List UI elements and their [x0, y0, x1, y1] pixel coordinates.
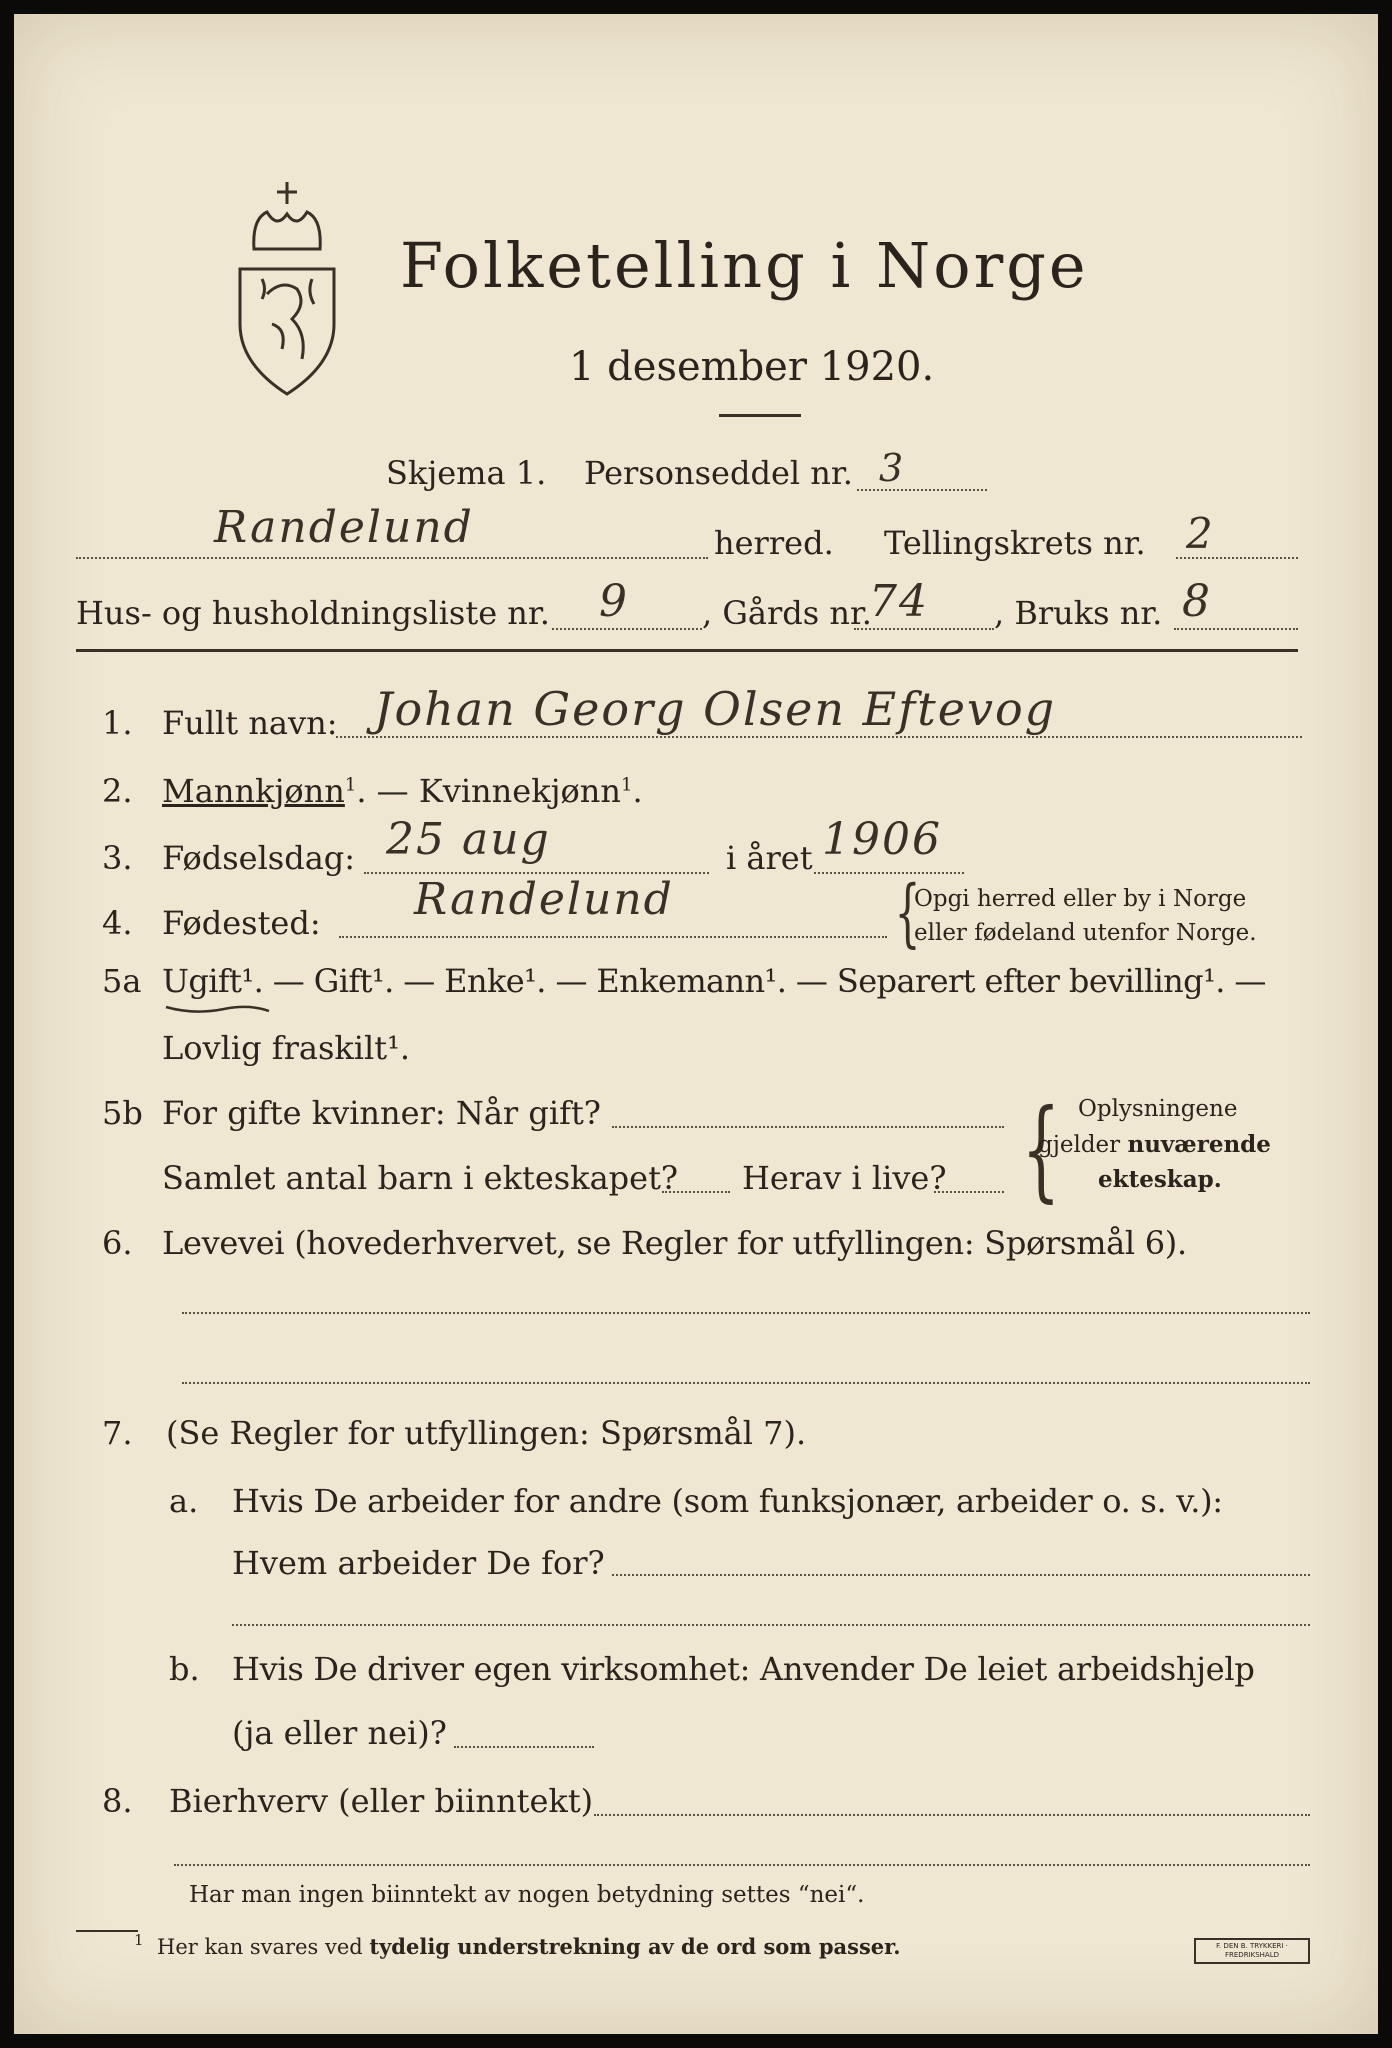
q2-footnote-mark-2: 1	[621, 774, 633, 796]
q5b-note-line2a: gjelder	[1038, 1132, 1128, 1158]
q7b-text: Hvis De driver egen virksomhet: Anvender De leiet arbeidshjelp	[232, 1650, 1255, 1688]
footnote-text-b: tydelig understrekning av de ord som passer.	[369, 1934, 901, 1959]
q7a-letter: a.	[169, 1482, 199, 1520]
q2-end: .	[632, 772, 643, 810]
q7-text: (Se Regler for utfyllingen: Spørsmål 7).	[166, 1414, 807, 1452]
gards-value[interactable]: 74	[869, 576, 929, 627]
q2-options	[162, 772, 643, 810]
q5b-number: 5b	[102, 1094, 143, 1132]
q5b-line1: For gifte kvinner: Når gift?	[162, 1094, 601, 1132]
q2-number: 2.	[102, 772, 133, 810]
q8-number: 8.	[102, 1782, 133, 1820]
q6-text: Levevei (hovederhvervet, se Regler for utfyllingen: Spørsmål 6).	[162, 1224, 1187, 1262]
q2-female-option[interactable]: Kvinnekjønn	[418, 772, 621, 810]
q1-dots	[336, 736, 1302, 738]
q5b-note-line2b: nuværende	[1127, 1131, 1271, 1158]
q6-answer-line-2[interactable]	[182, 1382, 1310, 1384]
q7b-question: (ja eller nei)?	[232, 1714, 447, 1752]
q7a-text: Hvis De arbeider for andre (som funksjonær, arbeider o. s. v.):	[232, 1482, 1223, 1520]
q3-year-label: i året	[726, 839, 813, 877]
q5a-options-line2[interactable]: Lovlig fraskilt¹.	[162, 1029, 411, 1067]
bruks-dots	[1174, 628, 1298, 630]
printer-stamp: F. DEN B. TRYKKERI · FREDRIKSHALD	[1194, 1938, 1310, 1964]
herred-label: herred.	[714, 524, 834, 562]
title-divider	[719, 414, 801, 417]
q7b-answer-line[interactable]	[454, 1746, 594, 1748]
footnote-number: 1	[134, 1931, 144, 1949]
q2-footnote-mark: 1	[344, 774, 357, 796]
bruks-value[interactable]: 8	[1182, 576, 1212, 627]
q5a-options-line1[interactable]: Ugift¹. — Gift¹. — Enke¹. — Enkemann¹. — Separert efter bevilling¹. —	[162, 962, 1266, 1000]
q4-birthplace-value[interactable]: Randelund	[414, 874, 674, 925]
q3-number: 3.	[102, 839, 133, 877]
q2-male-option[interactable]: Mannkjønn	[162, 772, 345, 810]
q8-answer-line-2[interactable]	[174, 1864, 1310, 1866]
q1-number: 1.	[102, 704, 133, 742]
q5a-number: 5a	[102, 962, 142, 1000]
q5b-children-label: Samlet antal barn i ekteskapet?	[162, 1159, 679, 1197]
footnote-text	[157, 1934, 901, 1959]
q4-note-line2: eller fødeland utenfor Norge.	[914, 920, 1257, 946]
q7b-letter: b.	[169, 1650, 200, 1688]
gards-dots	[854, 628, 994, 630]
q4-brace: {	[894, 870, 921, 956]
q7a-answer-line-2[interactable]	[232, 1624, 1310, 1626]
norwegian-coat-of-arms-icon	[232, 174, 342, 399]
footnote-divider	[76, 1930, 138, 1932]
header-divider	[76, 649, 1298, 652]
q5b-alive-label: Herav i live?	[742, 1159, 947, 1197]
personseddel-value[interactable]: 3	[879, 446, 906, 490]
q5b-married-dots	[612, 1126, 1004, 1128]
q7a-answer-line[interactable]	[612, 1574, 1310, 1576]
q4-label: Fødested:	[162, 904, 321, 942]
tellingskrets-value[interactable]: 2	[1186, 509, 1215, 558]
tellingskrets-label: Tellingskrets nr.	[884, 524, 1146, 562]
form-title: Folketelling i Norge	[400, 229, 1089, 302]
husliste-label: Hus- og husholdningsliste nr.	[76, 594, 550, 632]
q1-label: Fullt navn:	[162, 704, 338, 742]
gards-label: , Gårds nr.	[702, 594, 872, 632]
q7a-question: Hvem arbeider De for?	[232, 1544, 605, 1582]
footnote-text-a: Her kan svares ved	[157, 1935, 370, 1959]
q6-number: 6.	[102, 1224, 133, 1262]
q3-year-dots	[814, 872, 964, 874]
q8-text: Bierhverv (eller biinntekt)	[169, 1782, 594, 1820]
personseddel-dots	[857, 489, 987, 491]
census-date: 1 desember 1920.	[569, 344, 935, 390]
q1-full-name-value[interactable]: Johan Georg Olsen Eftevog	[374, 682, 1057, 736]
q5b-brace: {	[1021, 1085, 1061, 1213]
q5b-note-line3: ekteskap.	[1098, 1166, 1222, 1193]
q7-number: 7.	[102, 1414, 133, 1452]
q3-label: Fødselsdag:	[162, 839, 356, 877]
q8-answer-line[interactable]	[594, 1814, 1310, 1816]
q4-note-line1: Opgi herred eller by i Norge	[914, 886, 1247, 912]
q3-year-value[interactable]: 1906	[822, 814, 942, 865]
ugift-underline-mark	[164, 999, 274, 1019]
q5b-note-line2	[1038, 1131, 1271, 1158]
q5b-children-dots	[662, 1191, 730, 1193]
q5b-alive-dots	[934, 1191, 1004, 1193]
herred-value[interactable]: Randelund	[214, 502, 474, 553]
q5b-note-line1: Oplysningene	[1078, 1096, 1238, 1122]
personseddel-label: Personseddel nr.	[584, 454, 853, 492]
q2-separator: . —	[356, 772, 419, 810]
husliste-dots	[552, 628, 702, 630]
herred-dots	[76, 557, 708, 559]
q6-answer-line-1[interactable]	[182, 1312, 1310, 1314]
q4-number: 4.	[102, 904, 133, 942]
q3-birthday-value[interactable]: 25 aug	[386, 814, 551, 865]
husliste-value[interactable]: 9	[599, 576, 629, 627]
skjema-label: Skjema 1.	[386, 454, 547, 492]
bruks-label: , Bruks nr.	[994, 594, 1163, 632]
bottom-note: Har man ingen biinntekt av nogen betydning settes “nei“.	[189, 1882, 865, 1908]
q4-dots	[339, 936, 887, 938]
census-form-page	[14, 14, 1378, 2034]
